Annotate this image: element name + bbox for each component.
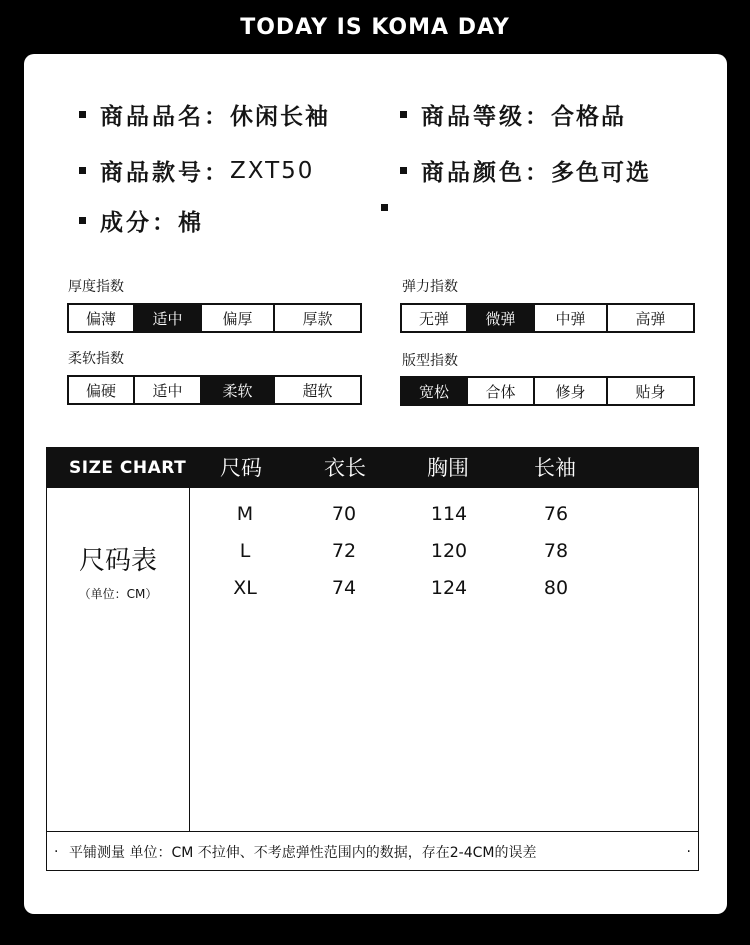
fit-index-title: 版型指数 bbox=[402, 353, 458, 369]
table-cell: XL bbox=[233, 577, 257, 599]
index-option: 微弹 bbox=[468, 305, 535, 331]
bullet-icon bbox=[79, 167, 86, 174]
thickness-index-title: 厚度指数 bbox=[68, 279, 124, 295]
info-product-code bbox=[79, 154, 314, 187]
index-option: 中弹 bbox=[535, 305, 608, 331]
column-header: 胸围 bbox=[427, 456, 469, 480]
size-chart-title: 尺码表 bbox=[78, 546, 157, 576]
size-chart-label: SIZE CHART bbox=[69, 458, 187, 478]
product-name-label: 商品品名： bbox=[100, 104, 230, 130]
index-option: 适中 bbox=[135, 305, 202, 331]
index-option: 适中 bbox=[135, 377, 202, 403]
elasticity-index-scale bbox=[400, 303, 695, 333]
product-grade-label: 商品等级： bbox=[421, 104, 551, 130]
table-cell: 70 bbox=[331, 503, 357, 525]
index-option: 偏薄 bbox=[69, 305, 135, 331]
product-color-value: 多色可选 bbox=[551, 160, 651, 186]
softness-index-title: 柔软指数 bbox=[68, 351, 124, 367]
index-option: 偏厚 bbox=[202, 305, 275, 331]
size-chart-side-panel bbox=[47, 488, 190, 831]
product-code-value: ZXT50 bbox=[230, 157, 315, 184]
bullet-icon bbox=[400, 167, 407, 174]
table-cell: 114 bbox=[430, 503, 468, 525]
index-option: 修身 bbox=[535, 378, 608, 404]
bullet-icon bbox=[400, 111, 407, 118]
footnote-bullet-left: · bbox=[54, 843, 59, 860]
bullet-icon bbox=[79, 111, 86, 118]
product-name-value: 休闲长袖 bbox=[230, 104, 330, 130]
table-cell: 72 bbox=[331, 540, 357, 562]
bullet-icon bbox=[79, 217, 86, 224]
product-grade-value: 合格品 bbox=[551, 104, 626, 130]
column-header: 尺码 bbox=[220, 456, 262, 480]
fit-index-scale bbox=[400, 376, 695, 406]
index-option: 偏硬 bbox=[69, 377, 135, 403]
size-chart-unit: （单位：CM） bbox=[78, 587, 158, 601]
index-option: 厚款 bbox=[302, 309, 333, 328]
info-product-grade bbox=[400, 98, 626, 131]
index-option: 合体 bbox=[468, 378, 535, 404]
table-cell: 120 bbox=[430, 540, 468, 562]
info-empty-slot bbox=[381, 204, 402, 211]
index-option: 贴身 bbox=[635, 382, 666, 401]
table-cell: L bbox=[239, 540, 251, 562]
product-color-label: 商品颜色： bbox=[421, 160, 551, 186]
info-product-color bbox=[400, 154, 651, 187]
table-cell: 78 bbox=[543, 540, 569, 562]
index-option: 高弹 bbox=[635, 309, 666, 328]
index-option: 无弹 bbox=[402, 305, 468, 331]
thickness-index-scale bbox=[67, 303, 362, 333]
column-header: 长袖 bbox=[534, 456, 576, 480]
index-option: 柔软 bbox=[202, 377, 275, 403]
bullet-icon bbox=[381, 204, 388, 211]
size-chart-table bbox=[46, 447, 699, 871]
column-header: 衣长 bbox=[324, 456, 366, 480]
page-banner: TODAY IS KOMA DAY bbox=[240, 14, 510, 40]
info-material bbox=[79, 204, 203, 237]
size-chart-header bbox=[47, 448, 698, 488]
index-option: 超软 bbox=[302, 381, 333, 400]
table-cell: 80 bbox=[543, 577, 569, 599]
size-chart-footnote-row bbox=[47, 831, 698, 871]
table-cell: 74 bbox=[331, 577, 357, 599]
material-value: 棉 bbox=[178, 210, 203, 236]
table-cell: 124 bbox=[430, 577, 468, 599]
size-chart-footnote: 平铺测量 单位：CM 不拉伸、不考虑弹性范围内的数据，存在2-4CM的误差 bbox=[69, 844, 537, 861]
table-cell: M bbox=[236, 503, 254, 525]
material-label: 成分： bbox=[100, 210, 178, 236]
table-cell: 76 bbox=[543, 503, 569, 525]
footnote-bullet-right: · bbox=[686, 843, 691, 860]
softness-index-scale bbox=[67, 375, 362, 405]
elasticity-index-title: 弹力指数 bbox=[402, 279, 458, 295]
product-code-label: 商品款号： bbox=[100, 160, 230, 186]
index-option: 宽松 bbox=[402, 378, 468, 404]
info-product-name bbox=[79, 98, 330, 131]
